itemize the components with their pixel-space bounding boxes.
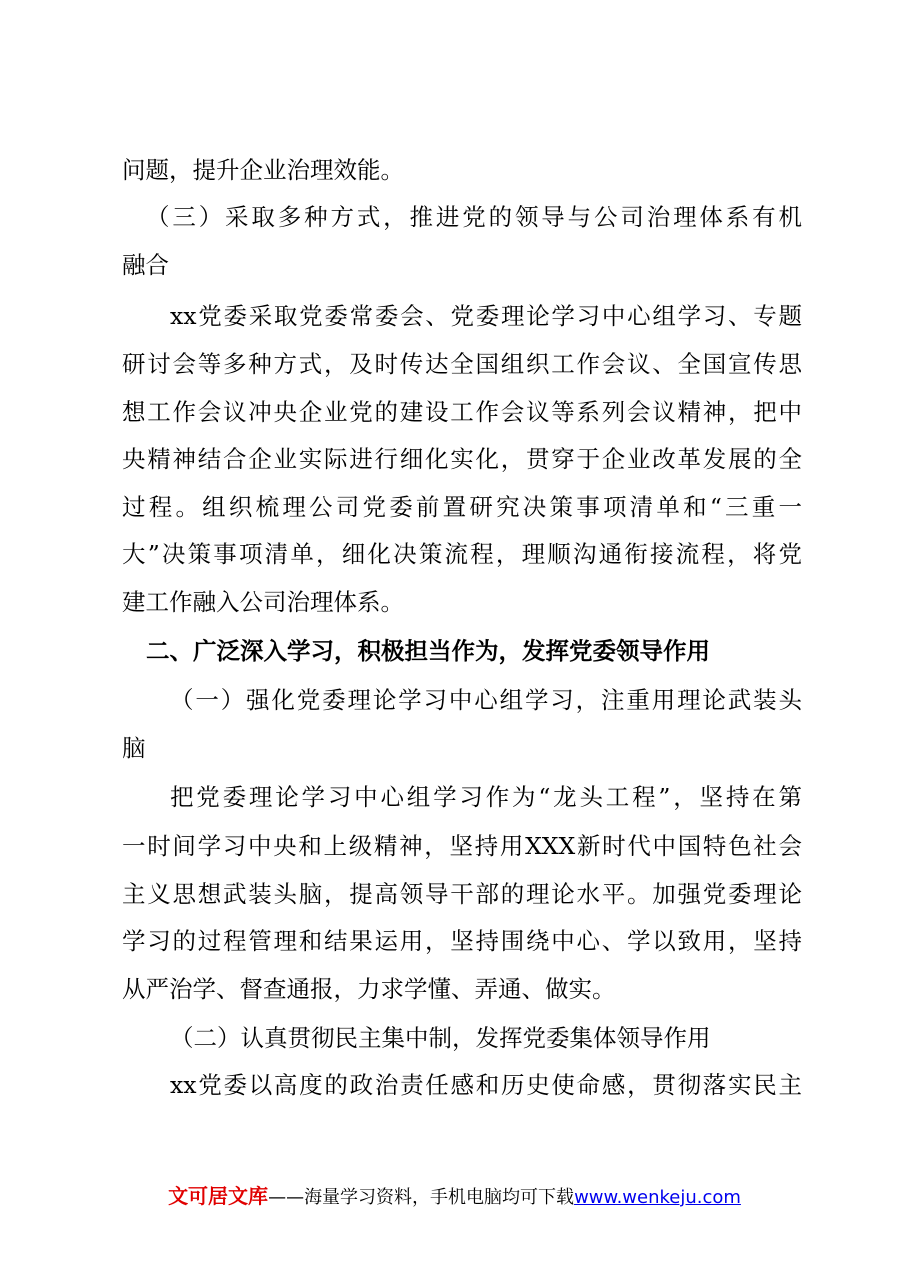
text-line: 央精神结合企业实际进行细化实化，贯穿于企业改革发展的全 <box>122 445 802 473</box>
text-line: xx党委以高度的政治责任感和历史使命感，贯彻落实民主 <box>170 1071 802 1099</box>
text-line: （二）认真贯彻民主集中制，发挥党委集体领导作用 <box>170 1024 711 1052</box>
text-line: 融合 <box>122 251 169 279</box>
text-line: xx党委采取党委常委会、党委理论学习中心组学习、专题 <box>170 302 802 330</box>
text-line: 学习的过程管理和结果运用，坚持围绕中心、学以致用，坚持 <box>122 927 802 955</box>
text-line: （三）采取多种方式，推进党的领导与公司治理体系有机 <box>146 203 802 231</box>
footer-banner <box>0 1183 909 1211</box>
text-line: 想工作会议冲央企业党的建设工作会议等系列会议精神，把中 <box>122 398 802 426</box>
text-line: 脑 <box>122 734 146 762</box>
text-line: 把党委理论学习中心组学习作为“龙头工程”，坚持在第 <box>170 783 802 811</box>
footer-link[interactable]: www.wenkeju.com <box>574 1187 741 1208</box>
text-line: 主义思想武装头脑，提高领导干部的理论水平。加强党委理论 <box>122 880 802 908</box>
text-line: 大”决策事项清单，细化决策流程，理顺沟通衔接流程，将党 <box>122 540 802 568</box>
text-line: 二、广泛深入学习，积极担当作为，发挥党委领导作用 <box>146 637 710 665</box>
text-line: 建工作融入公司治理体系。 <box>122 588 404 616</box>
text-line: 从严治学、督查通报，力求学懂、弄通、做实。 <box>122 975 616 1003</box>
footer-brand: 文可居文库 <box>168 1184 269 1208</box>
text-line: 一时间学习中央和上级精神，坚持用XXX新时代中国特色社会 <box>122 832 802 860</box>
text-line: （一）强化党委理论学习中心组学习，注重用理论武装头 <box>170 686 802 714</box>
text-line: 过程。组织梳理公司党委前置研究决策事项清单和“三重一 <box>122 493 802 521</box>
footer-tagline: ——海量学习资料，手机电脑均可下载 <box>268 1187 575 1208</box>
text-line: 研讨会等多种方式，及时传达全国组织工作会议、全国宣传思 <box>122 350 802 378</box>
text-line: 问题，提升企业治理效能。 <box>122 156 404 184</box>
